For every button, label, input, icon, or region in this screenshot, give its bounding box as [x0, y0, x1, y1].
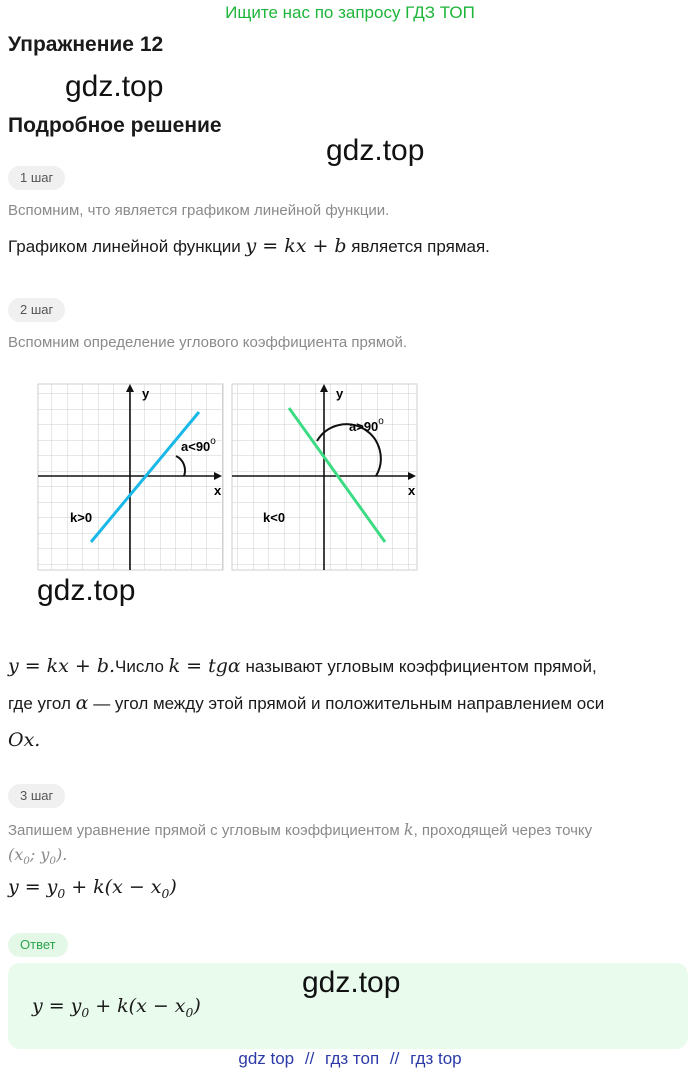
text-fragment: Графиком линейной функции [8, 237, 241, 256]
x-label: x [214, 483, 222, 498]
formula: $y = y_0 + k(x - x_0)$ [8, 876, 177, 901]
formula: y = kx + b. [8, 655, 116, 677]
watermark: gdz.top [37, 574, 136, 607]
footer-link[interactable]: gdz top [238, 1049, 295, 1068]
text-fragment: — угол между этой прямой и положительным направлением оси [93, 694, 605, 713]
text-fragment: , проходящей через точку [413, 822, 593, 839]
graph-k-positive [38, 384, 223, 570]
formula: $y = y_0 + k(x - x_0)$ [32, 995, 201, 1020]
text-fragment: является прямая. [351, 237, 490, 256]
step-badge: 3 шаг [8, 784, 65, 808]
line-equation [8, 876, 177, 901]
watermark: gdz.top [302, 966, 401, 999]
step-badge: 2 шаг [8, 298, 65, 322]
y-label: y [142, 386, 150, 401]
watermark: gdz.top [326, 134, 425, 167]
step-hint: Вспомним определение углового коэффициента прямой. [8, 334, 408, 351]
answer-badge: Ответ [8, 933, 68, 957]
footer-links [0, 1049, 700, 1069]
degree-mark: o [210, 436, 216, 447]
angle-text: a<90 [181, 439, 211, 454]
k-symbol: k [403, 820, 414, 839]
step-text [8, 235, 490, 257]
angle-text: a>90 [349, 419, 379, 434]
text-fragment: Число [115, 657, 164, 676]
definition-text [8, 648, 692, 759]
formula: y = kx + b [245, 235, 347, 257]
separator: // [389, 1049, 400, 1068]
footer-link[interactable]: гдз top [410, 1049, 462, 1068]
promo-banner: Ищите нас по запросу ГДЗ ТОП [225, 3, 475, 22]
text-fragment: где угол [8, 694, 71, 713]
footer-link[interactable]: гдз топ [325, 1049, 380, 1068]
formula: k = tgα [168, 655, 241, 677]
section-title: Подробное решение [8, 114, 222, 137]
page-title: Упражнение 12 [8, 33, 164, 56]
step-hint [8, 818, 692, 873]
x-label: x [408, 483, 416, 498]
alpha-symbol: α [75, 692, 89, 714]
graph-k-negative [232, 384, 417, 570]
watermark: gdz.top [65, 70, 164, 103]
separator: // [304, 1049, 315, 1068]
slope-graphs [36, 378, 420, 574]
answer-formula [32, 995, 201, 1020]
step-hint: Вспомним, что является графиком линейной функции. [8, 202, 390, 219]
text-fragment: Запишем уравнение прямой с угловым коэффициентом [8, 822, 400, 839]
k-label: k<0 [263, 510, 286, 525]
degree-mark: o [378, 416, 384, 427]
axis-name: Ox. [8, 729, 41, 751]
y-label: y [336, 386, 344, 401]
step-badge: 1 шаг [8, 166, 65, 190]
point-formula: ($x_0$; $y_0$). [8, 845, 68, 868]
k-label: k>0 [70, 510, 93, 525]
text-fragment: называют угловым коэффициентом прямой, [245, 657, 597, 676]
